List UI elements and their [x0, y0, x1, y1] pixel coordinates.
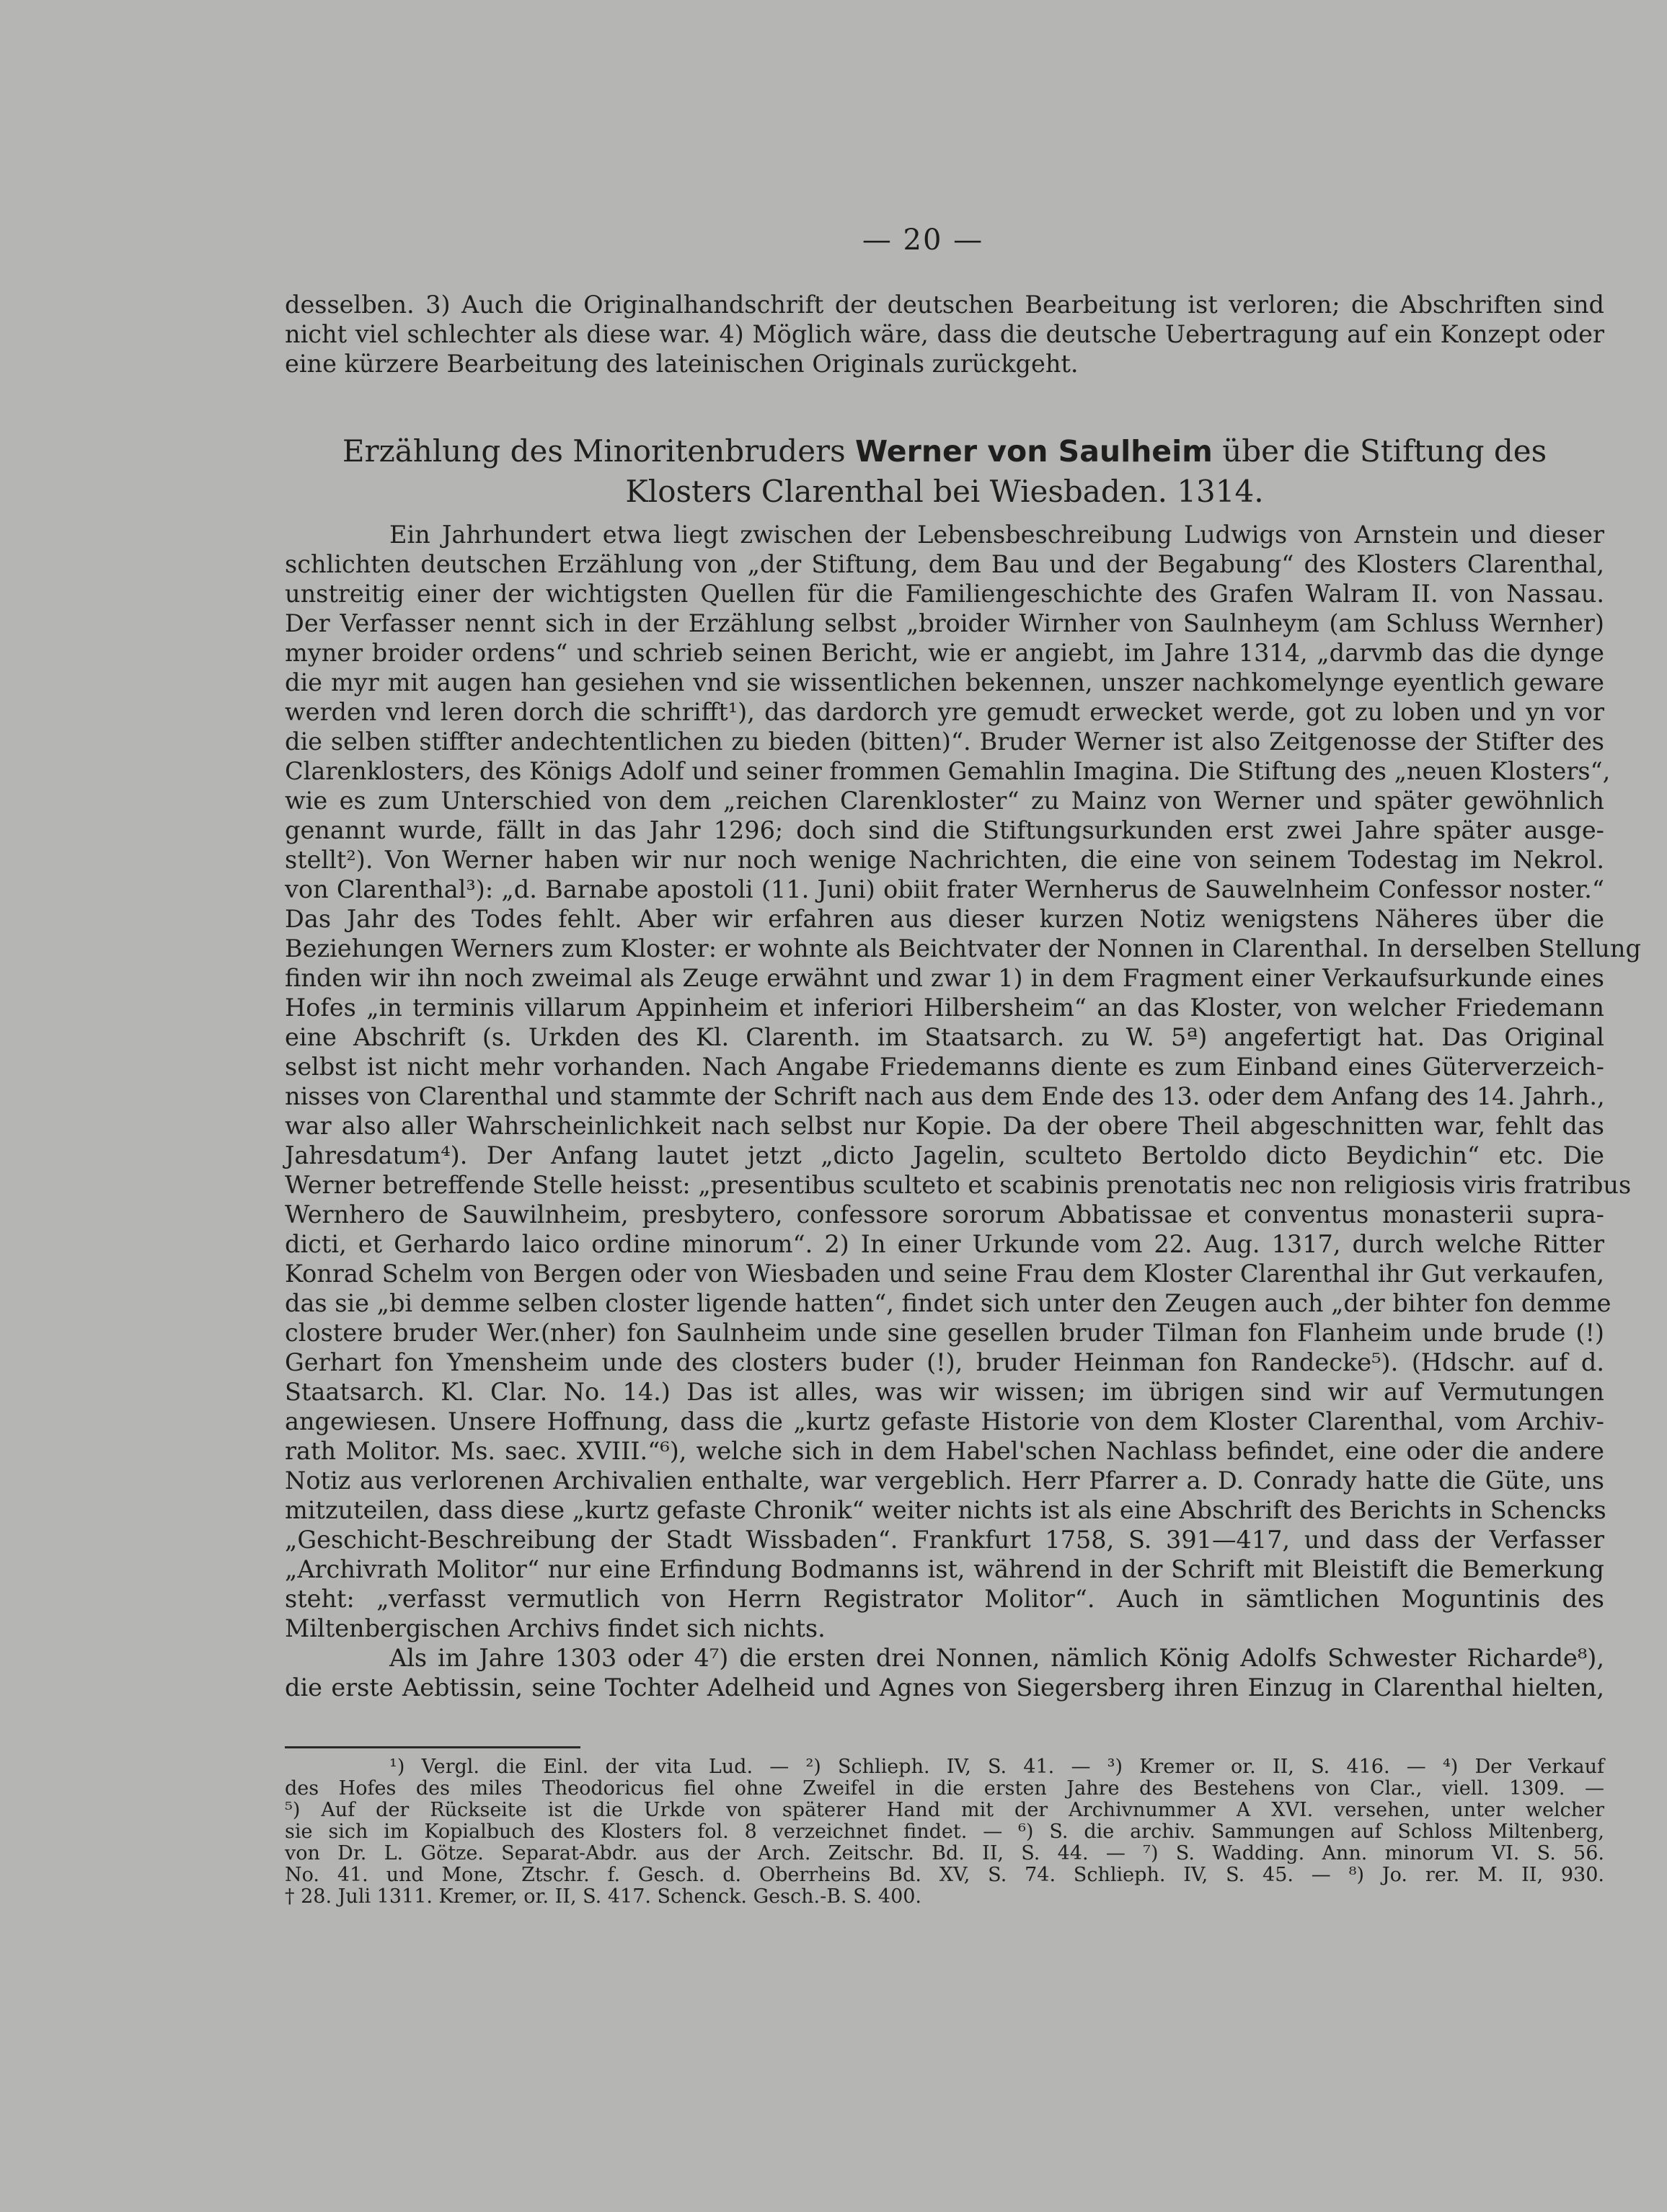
- text-line: Konrad Schelm von Bergen oder von Wiesbaden und seine Frau dem Kloster Clarenthal ihr Gut verkaufen,: [285, 1260, 1604, 1288]
- text-line: das sie „bi demme selben closter ligende hatten“, findet sich unter den Zeugen auch „der bihter fon demme: [285, 1289, 1611, 1317]
- section-heading: [285, 431, 1604, 512]
- text-line: Als im Jahre 1303 oder 4⁷) die ersten drei Nonnen, nämlich König Adolfs Schwester Richarde⁸),: [389, 1644, 1604, 1672]
- text-line: Hofes „in terminis villarum Appinheim et inferiori Hilbersheim“ an das Kloster, von welcher Friedemann: [285, 994, 1604, 1022]
- page-number: — 20 —: [862, 224, 984, 257]
- text-line: eine kürzere Bearbeitung des lateinischen Originals zurückgeht.: [285, 350, 1079, 378]
- text-line: Clarenklosters, des Königs Adolf und seiner frommen Gemahlin Imagina. Die Stiftung des „neuen Klosters“,: [285, 757, 1611, 785]
- heading-line-2: Klosters Clarenthal bei Wiesbaden. 1314.: [625, 474, 1264, 509]
- text-line: mitzuteilen, dass diese „kurtz gefaste Chronik“ weiter nichts ist als eine Abschrift des Berichts in Schencks: [285, 1496, 1606, 1524]
- footnote-line: ⁵) Auf der Rückseite ist die Urkde von späterer Hand mit der Archivnummer A XVI. versehen, unter welcher: [285, 1799, 1604, 1821]
- text-line: desselben. 3) Auch die Originalhandschrift der deutschen Bearbeitung ist verloren; die Abschriften sind: [285, 291, 1604, 319]
- text-line: clostere bruder Wer.(nher) fon Saulnheim unde sine gesellen bruder Tilman fon Flanheim unde brude (!): [285, 1319, 1604, 1347]
- text-line: Werner betreffende Stelle heisst: „presentibus sculteto et scabinis prenotatis nec non religiosis viris fratribus: [285, 1171, 1632, 1199]
- text-line: dicti, et Gerhardo laico ordine minorum“. 2) In einer Urkunde vom 22. Aug. 1317, durch welche Ritter: [285, 1230, 1604, 1258]
- text-line: Jahresdatum⁴). Der Anfang lautet jetzt „dicto Jagelin, sculteto Bertoldo dicto Beydichin“ etc. Die: [285, 1141, 1604, 1169]
- text-line: Miltenbergischen Archivs findet sich nichts.: [285, 1614, 826, 1642]
- text-line: selbst ist nicht mehr vorhanden. Nach Angabe Friedemanns diente es zum Einband eines Güterverzeich-: [285, 1053, 1604, 1081]
- text-line: die erste Aebtissin, seine Tochter Adelheid und Agnes von Siegersberg ihren Einzug in Clarenthal hielten,: [285, 1673, 1604, 1702]
- text-line: stellt²). Von Werner haben wir nur noch wenige Nachrichten, die eine von seinem Todestag im Nekrol.: [285, 846, 1604, 874]
- intro-paragraph: [285, 290, 1604, 379]
- text-line: von Clarenthal³): „d. Barnabe apostoli (11. Juni) obiit frater Wernherus de Sauwelnheim Confessor noster.“: [285, 875, 1604, 903]
- text-line: „Archivrath Molitor“ nur eine Erfindung Bodmanns ist, während in der Schrift mit Bleistift die Bemerkung: [285, 1555, 1604, 1583]
- footnote-line: No. 41. und Mone, Ztschr. f. Gesch. d. Oberrheins Bd. XV, S. 74. Schlieph. IV, S. 45. — ⁸) Jo. rer. M. II, 930.: [285, 1864, 1604, 1886]
- footnote-line: † 28. Juli 1311. Kremer, or. II, S. 417. Schenck. Gesch.-B. S. 400.: [285, 1885, 922, 1908]
- text-line: steht: „verfasst vermutlich von Herrn Registrator Molitor“. Auch in sämtlichen Moguntinis des: [285, 1585, 1604, 1613]
- footnote-divider: [285, 1746, 580, 1748]
- text-line: Das Jahr des Todes fehlt. Aber wir erfahren aus dieser kurzen Notiz wenigstens Näheres über die: [285, 905, 1604, 933]
- heading-text-after: über die Stiftung des: [1222, 433, 1547, 469]
- text-line: rath Molitor. Ms. saec. XVIII.“⁶), welche sich in dem Habel'schen Nachlass befindet, eine oder die andere: [285, 1437, 1604, 1465]
- text-line: Gerhart fon Ymensheim unde des closters buder (!), bruder Heinman fon Randecke⁵). (Hdschr. auf d.: [285, 1348, 1604, 1376]
- footnote-line: sie sich im Kopialbuch des Klosters fol. 8 verzeichnet findet. — ⁶) S. die archiv. Sammungen auf Schloss Miltenberg,: [285, 1821, 1604, 1843]
- footnote-line: des Hofes des miles Theodoricus fiel ohne Zweifel in die ersten Jahre des Bestehens von Clar., viell. 1309. —: [285, 1777, 1604, 1800]
- footnote-line: von Dr. L. Götze. Separat-Abdr. aus der Arch. Zeitschr. Bd. II, S. 44. — ⁷) S. Wadding. Ann. minorum VI. S. 56.: [285, 1842, 1604, 1864]
- text-line: angewiesen. Unsere Hoffnung, dass die „kurtz gefaste Historie von dem Kloster Clarenthal, vom Archiv-: [285, 1407, 1604, 1435]
- text-line: schlichten deutschen Erzählung von „der Stiftung, dem Bau und der Begabung“ des Klosters Clarenthal,: [285, 550, 1604, 578]
- text-line: eine Abschrift (s. Urkden des Kl. Clarenth. im Staatsarch. zu W. 5ª) angefertigt hat. Das Original: [285, 1023, 1604, 1051]
- text-line: genannt wurde, fällt in das Jahr 1296; doch sind die Stiftungsurkunden erst zwei Jahre später ausge-: [285, 816, 1604, 844]
- text-line: werden vnd leren dorch die schrifft¹), das dardorch yre gemudt erwecket werde, got zu loben und yn vor: [285, 698, 1604, 726]
- text-line: nisses von Clarenthal und stammte der Schrift nach aus dem Ende des 13. oder dem Anfang des 14. Jahrh.,: [285, 1082, 1605, 1110]
- text-line: finden wir ihn noch zweimal als Zeuge erwähnt und zwar 1) in dem Fragment einer Verkaufsurkunde eines: [285, 964, 1604, 992]
- text-line: war also aller Wahrscheinlichkeit nach selbst nur Kopie. Da der obere Theil abgeschnitten war, fehlt das: [285, 1112, 1604, 1140]
- text-line: „Geschicht-Beschreibung der Stadt Wissbaden“. Frankfurt 1758, S. 391—417, und dass der Verfasser: [285, 1526, 1604, 1554]
- text-line: nicht viel schlechter als diese war. 4) Möglich wäre, dass die deutsche Uebertragung auf ein Konzept oder: [285, 320, 1604, 348]
- text-line: Beziehungen Werners zum Kloster: er wohnte als Beichtvater der Nonnen in Clarenthal. In derselben Stellung: [285, 934, 1641, 963]
- text-line: Notiz aus verlorenen Archivalien enthalte, war vergeblich. Herr Pfarrer a. D. Conrady hatte die Güte, uns: [285, 1466, 1604, 1495]
- text-line: Staatsarch. Kl. Clar. No. 14.) Das ist alles, was wir wissen; im übrigen sind wir auf Vermutungen: [285, 1378, 1604, 1406]
- text-line: myner broider ordens“ und schrieb seinen Bericht, wie er angiebt, im Jahre 1314, „darvmb das die dynge: [285, 639, 1604, 667]
- footnote-line: ¹) Vergl. die Einl. der vita Lud. — ²) Schlieph. IV, S. 41. — ³) Kremer or. II, S. 416. — ⁴) Der Verkauf: [389, 1756, 1604, 1778]
- text-line: Wernhero de Sauwilnheim, presbytero, confessore sororum Abbatissae et conventus monasterii supra-: [285, 1200, 1604, 1229]
- text-line: die myr mit augen han gesiehen vnd sie wissentlichen bekennen, unszer nachkomelynge eyentlich geware: [285, 668, 1604, 696]
- footnotes: [285, 1756, 1604, 1908]
- heading-author-name: Werner von Saulheim: [855, 434, 1213, 469]
- body-text: [285, 520, 1641, 1702]
- text-line: Ein Jahrhundert etwa liegt zwischen der Lebensbeschreibung Ludwigs von Arnstein und dieser: [389, 521, 1604, 549]
- text-line: Der Verfasser nennt sich in der Erzählung selbst „broider Wirnher von Saulnheym (am Schluss Wernher): [285, 609, 1604, 637]
- text-line: die selben stiffter andechtentlichen zu bieden (bitten)“. Bruder Werner ist also Zeitgenosse der Stifter des: [285, 727, 1604, 756]
- text-line: wie es zum Unterschied von dem „reichen Clarenkloster“ zu Mainz von Werner und später gewöhnlich: [285, 787, 1604, 815]
- heading-text-before: Erzählung des Minoritenbruders: [342, 433, 846, 469]
- text-line: unstreitig einer der wichtigsten Quellen für die Familiengeschichte des Grafen Walram II. von Nassau.: [285, 580, 1604, 608]
- heading-line-1: [285, 431, 1604, 472]
